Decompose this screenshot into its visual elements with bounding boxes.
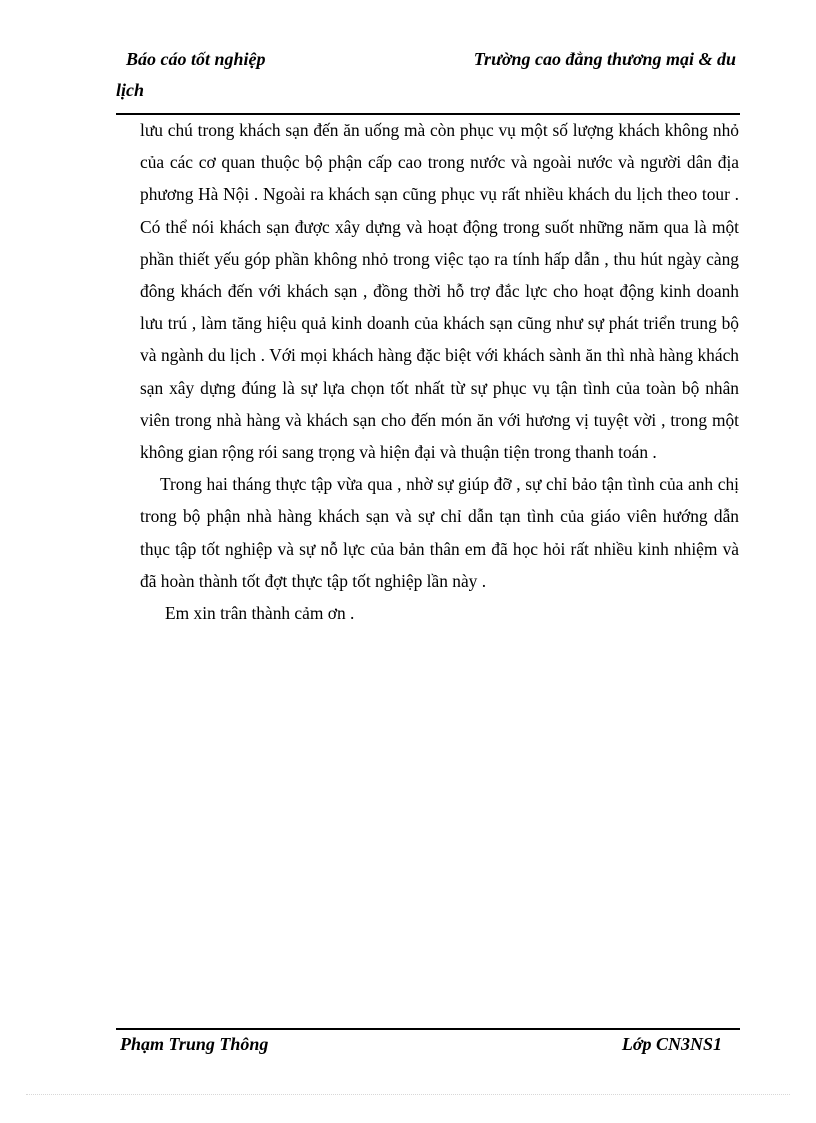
body-paragraph: lưu chú trong khách sạn đến ăn uống mà còn phục vụ một số lượng khách không nhỏ của các cơ quan thuộc bộ phận cấp cao trong nước và ngoài nước và người dân địa phương Hà Nội . Ngoài ra khách sạn cũng phục vụ rất nhiều khách du lịch theo tour . Có thể nói khách sạn được xây dựng và hoạt động trong suốt những năm qua là một phần thiết yếu góp phần không nhỏ trong việc tạo ra tính hấp dẫn , thu hút ngày càng đông khách đến với khách sạn , đồng thời hỗ trợ đắc lực cho hoạt động kinh doanh lưu trú , làm tăng hiệu quả kinh doanh của khách sạn cũng như sự phát triển trung bộ và ngành du lịch . Với mọi khách hàng đặc biệt với khách sành ăn thì nhà hàng khách sạn xây dựng đúng là sự lựa chọn tốt nhất từ sự phục vụ tận tình của toàn bộ nhân viên trong nhà hàng và khách sạn cho đến món ăn với hương vị tuyệt vời , trong một không gian rộng rói sang trọng và hiện đại và thuận tiện trong thanh toán . [140, 120, 739, 463]
header-school-name-continued: lịch [116, 80, 145, 100]
page-bottom-edge [26, 1094, 790, 1095]
header-report-title: Báo cáo tốt nghiệp [126, 49, 266, 69]
header-school-name: Trường cao đẳng thương mại & du [473, 49, 736, 69]
body-paragraph: Trong hai tháng thực tập vừa qua , nhờ sự giúp đỡ , sự chỉ bảo tận tình của anh chị trong bộ phận nhà hàng khách sạn và sự chỉ dẫn tạn tình của giáo viên hướng dẫn thục tập tốt nghiệp và sự nỗ lực của bản thân em đã học hỏi rất nhiều kinh nhiệm và đã hoàn thành tốt đợt thực tập tốt nghiệp lần này . [140, 474, 739, 591]
footer-class-code: Lớp CN3NS1 [621, 1034, 722, 1054]
footer-divider [116, 1028, 740, 1030]
closing-thanks: Em xin trân thành cảm ơn . [165, 603, 355, 624]
footer-author-name: Phạm Trung Thông [120, 1034, 269, 1054]
document-body [140, 114, 739, 629]
